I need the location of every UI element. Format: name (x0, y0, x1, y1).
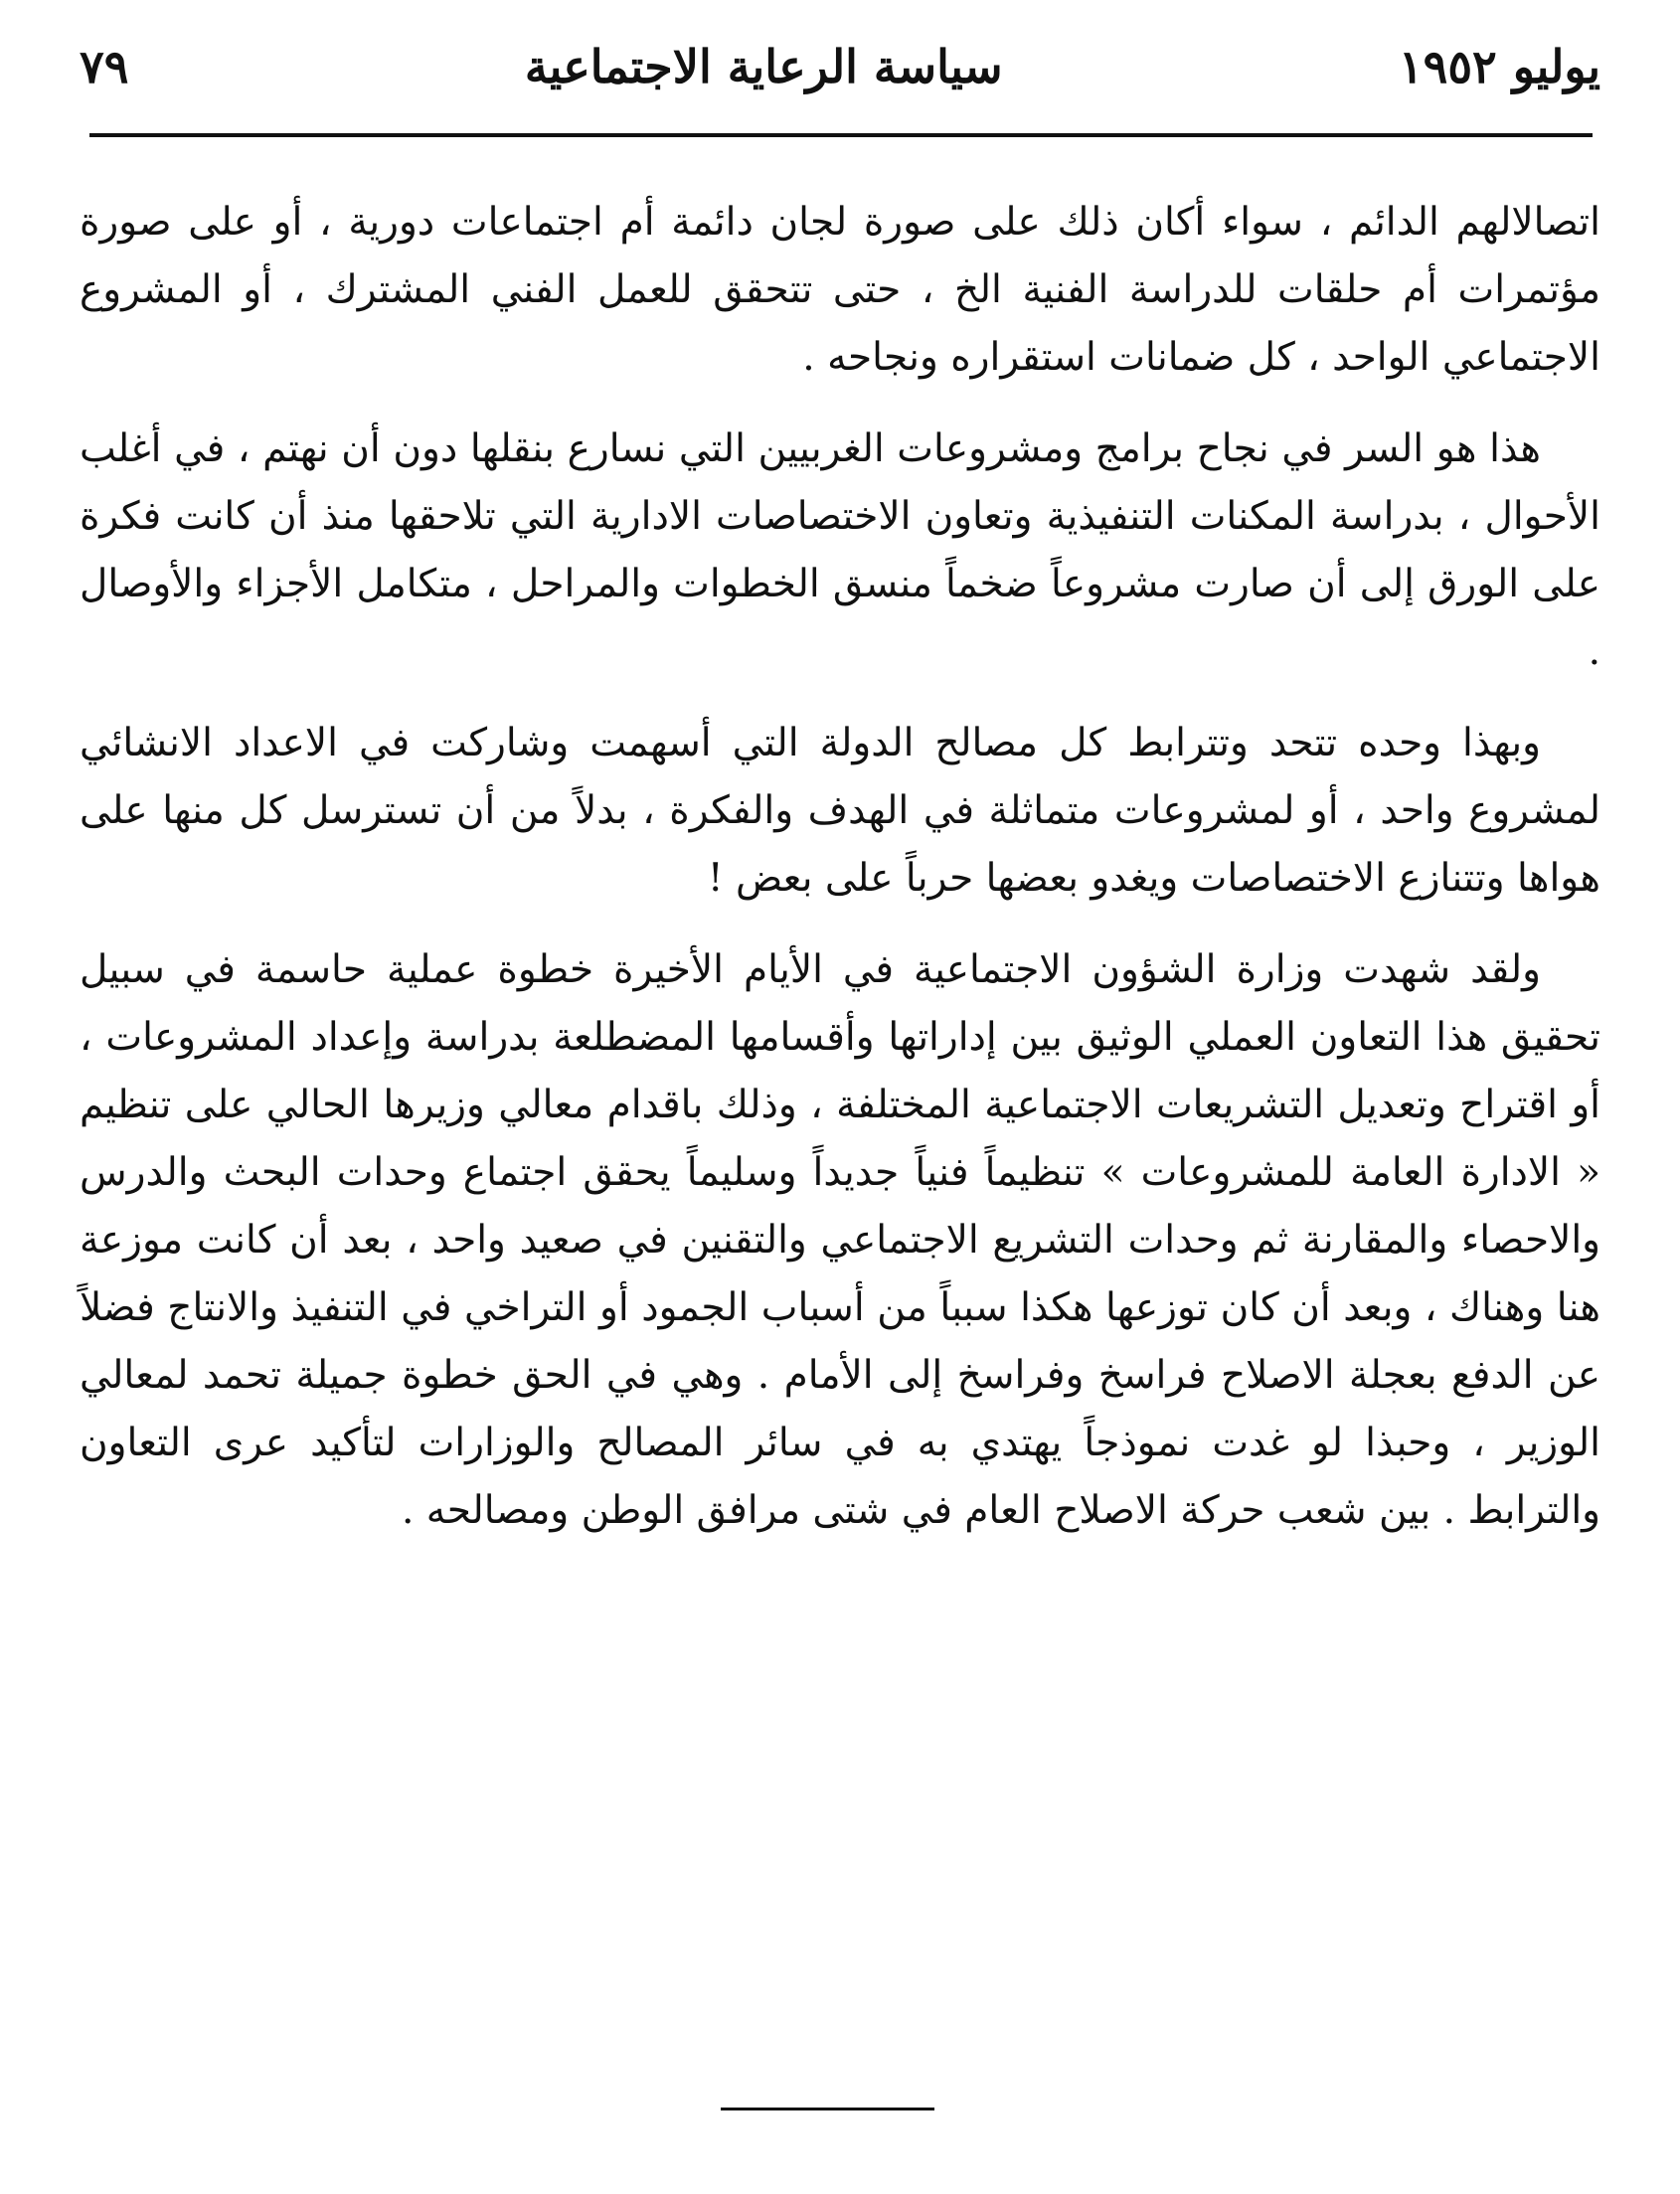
footer-divider (721, 2108, 934, 2110)
paragraph-1: اتصالالهم الدائم ، سواء أكان ذلك على صورة لجان دائمة أم اجتماعات دورية ، أو على صورة مؤتمرات أم حلقات للدراسة الفنية الخ ، حتى تتحقق للعمل الفني المشترك ، أو المشروع الاجتماعي الواحد ، كل ضمانات استقراره ونجاحه . (80, 200, 1600, 380)
header-date: يوليو ١٩٥٢ (1398, 40, 1600, 93)
paragraph-4: ولقد شهدت وزارة الشؤون الاجتماعية في الأيام الأخيرة خطوة عملية حاسمة في سبيل تحقيق هذا التعاون العملي الوثيق بين إداراتها وأقسامها المضطلعة بدراسة وإعداد المشروعات ، أو اقتراح وتعديل التشريعات الاجتماعية المختلفة ، وذلك باقدام معالي وزيرها الحالي على تنظيم « الادارة العامة للمشروعات » تنظيماً فنياً جديداً وسليماً يحقق اجتماع وحدات البحث والدرس والاحصاء والمقارنة ثم وحدات التشريع الاجتماعي والتقنين في صعيد واحد ، بعد أن كانت موزعة هنا وهناك ، وبعد أن كان توزعها هكذا سبباً من أسباب الجمود أو التراخي في التنفيذ والانتاج فضلاً عن الدفع بعجلة الاصلاح فراسخ وفراسخ إلى الأمام . وهي في الحق خطوة جميلة تحمد لمعالي الوزير ، وحبذا لو غدت نموذجاً يهتدي به في سائر المصالح والوزارات لتأكيد عرى التعاون والترابط . بين شعب حركة الاصلاح العام في شتى مرافق الوطن ومصالحه . (80, 947, 1600, 1533)
page-number: ٧٩ (80, 40, 129, 93)
header-title: سياسة الرعاية الاجتماعية (524, 40, 1003, 93)
paragraph-3: وبهذا وحده تتحد وتترابط كل مصالح الدولة التي أسهمت وشاركت في الاعداد الانشائي لمشروع واحد ، أو لمشروعات متماثلة في الهدف والفكرة ، بدلاً من أن تسترسل كل منها على هواها وتتنازع الاختصاصات ويغدو بعضها حرباً على بعض ! (80, 721, 1600, 901)
page-header (80, 22, 1600, 111)
article-body (80, 189, 1600, 1569)
paragraph-2: هذا هو السر في نجاح برامج ومشروعات الغربيين التي نسارع بنقلها دون أن نهتم ، في أغلب الأحوال ، بدراسة المكنات التنفيذية وتعاون الاختصاصات الادارية التي تلاحقها منذ أن كانت فكرة على الورق إلى أن صارت مشروعاً ضخماً منسق الخطوات والمراحل ، متكامل الأجزاء والأوصال . (80, 426, 1600, 674)
header-divider (89, 133, 1593, 137)
